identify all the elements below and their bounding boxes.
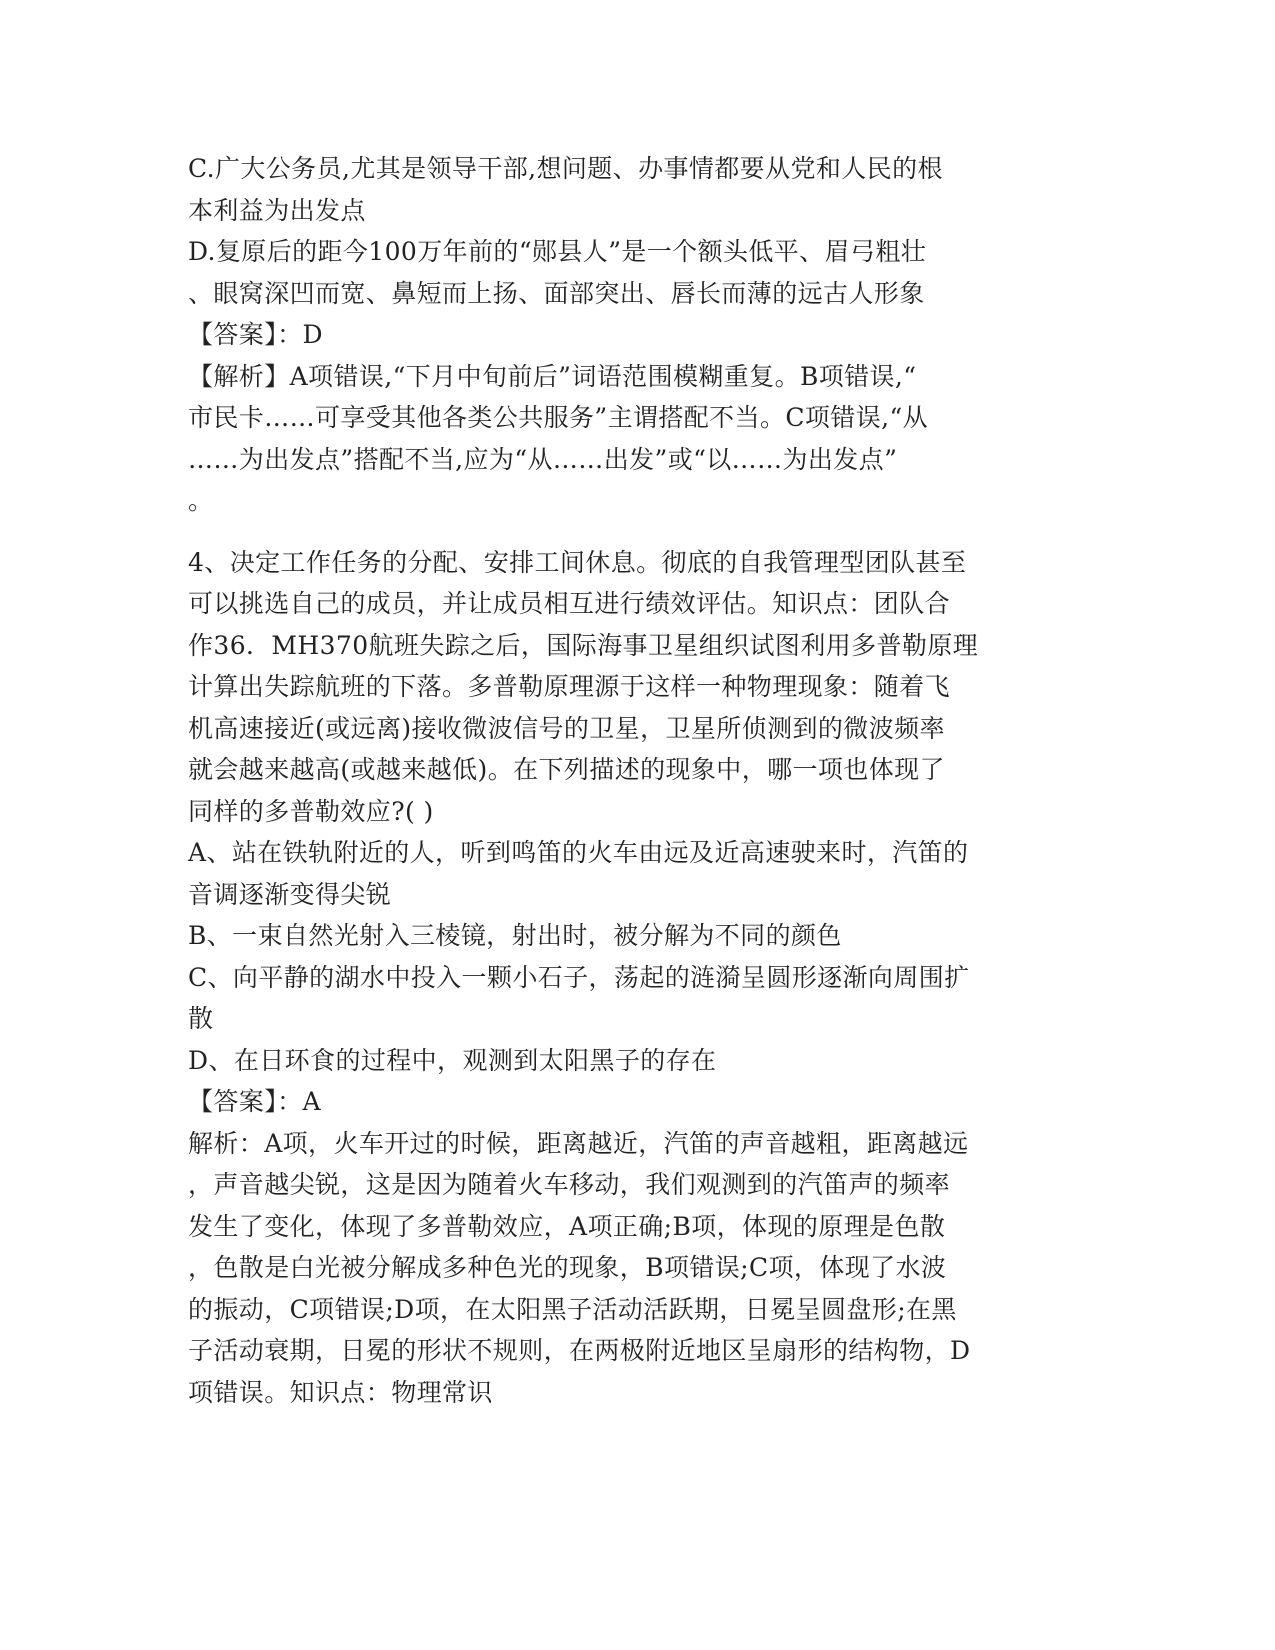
analysis-line-4: 。 bbox=[188, 486, 214, 515]
option-c-line-2: 本利益为出发点 bbox=[188, 195, 366, 225]
question-line-5: 机高速接近(或远离)接收微波信号的卫星，卫星所侦测到的微波频率 bbox=[188, 713, 945, 743]
analysis-line-1: 解析：A项，火车开过的时候，距离越近，汽笛的声音越粗，距离越远 bbox=[188, 1128, 969, 1158]
analysis-line-2: ，声音越尖锐，这是因为随着火车移动，我们观测到的汽笛声的频率 bbox=[188, 1170, 951, 1199]
option-d-line-2: 、眼窝深凹而宽、鼻短而上扬、面部突出、唇长而薄的远古人形象 bbox=[188, 278, 925, 308]
question-line-7: 同样的多普勒效应?( ) bbox=[188, 796, 434, 826]
analysis-line-6: 子活动衰期，日冕的形状不规则，在两极附近地区呈扇形的结构物，D bbox=[188, 1336, 971, 1365]
option-a-line-2: 音调逐渐变得尖锐 bbox=[188, 879, 392, 909]
analysis-line-4: ，色散是白光被分解成多种色光的现象，B项错误;C项，体现了水波 bbox=[188, 1253, 947, 1282]
question-line-1: 4、决定工作任务的分配、安排工间休息。彻底的自我管理型团队甚至 bbox=[188, 547, 967, 577]
analysis-line-1: 【解析】A项错误,“下月中旬前后”词语范围模糊重复。B项错误,“ bbox=[188, 361, 917, 391]
paragraph-gap bbox=[188, 522, 1088, 542]
answer-line: 【答案】：D bbox=[188, 320, 323, 349]
question-line-4: 计算出失踪航班的下落。多普勒原理源于这样一种物理现象：随着飞 bbox=[188, 672, 951, 701]
option-c-line-2: 散 bbox=[188, 1004, 214, 1033]
question-line-2: 可以挑选自己的成员，并让成员相互进行绩效评估。知识点：团队合 bbox=[188, 589, 951, 618]
analysis-line-2: 市民卡……可享受其他各类公共服务”主谓搭配不当。C项错误,“从 bbox=[188, 403, 929, 432]
analysis-line-7: 项错误。知识点：物理常识 bbox=[188, 1377, 493, 1407]
analysis-line-5: 的振动，C项错误;D项，在太阳黑子活动活跃期，日冕呈圆盘形;在黑 bbox=[188, 1294, 957, 1324]
answer-line: 【答案】：A bbox=[188, 1087, 321, 1116]
question-3-tail bbox=[188, 148, 1088, 522]
option-c-line-1: C、向平静的湖水中投入一颗小石子，荡起的涟漪呈圆形逐渐向周围扩 bbox=[188, 962, 970, 992]
analysis-line-3: ……为出发点”搭配不当,应为“从……出发”或“以……为出发点” bbox=[188, 444, 898, 474]
question-line-6: 就会越来越高(或越来越低)。在下列描述的现象中，哪一项也体现了 bbox=[188, 755, 945, 784]
question-4 bbox=[188, 542, 1088, 1414]
analysis-line-3: 发生了变化，体现了多普勒效应，A项正确;B项，体现的原理是色散 bbox=[188, 1211, 946, 1241]
question-line-3: 作36．MH370航班失踪之后，国际海事卫星组织试图利用多普勒原理 bbox=[188, 630, 979, 660]
option-c-line-1: C.广大公务员,尤其是领导干部,想问题、办事情都要从党和人民的根 bbox=[188, 154, 943, 183]
option-d-line: D、在日环食的过程中，观测到太阳黑子的存在 bbox=[188, 1045, 717, 1075]
option-b-line: B、一束自然光射入三棱镜，射出时，被分解为不同的颜色 bbox=[188, 921, 842, 950]
document-body bbox=[188, 148, 1088, 1413]
option-d-line-1: D.复原后的距今100万年前的“郧县人”是一个额头低平、眉弓粗壮 bbox=[188, 237, 927, 266]
option-a-line-1: A、站在铁轨附近的人，听到鸣笛的火车由远及近高速驶来时，汽笛的 bbox=[188, 838, 969, 867]
